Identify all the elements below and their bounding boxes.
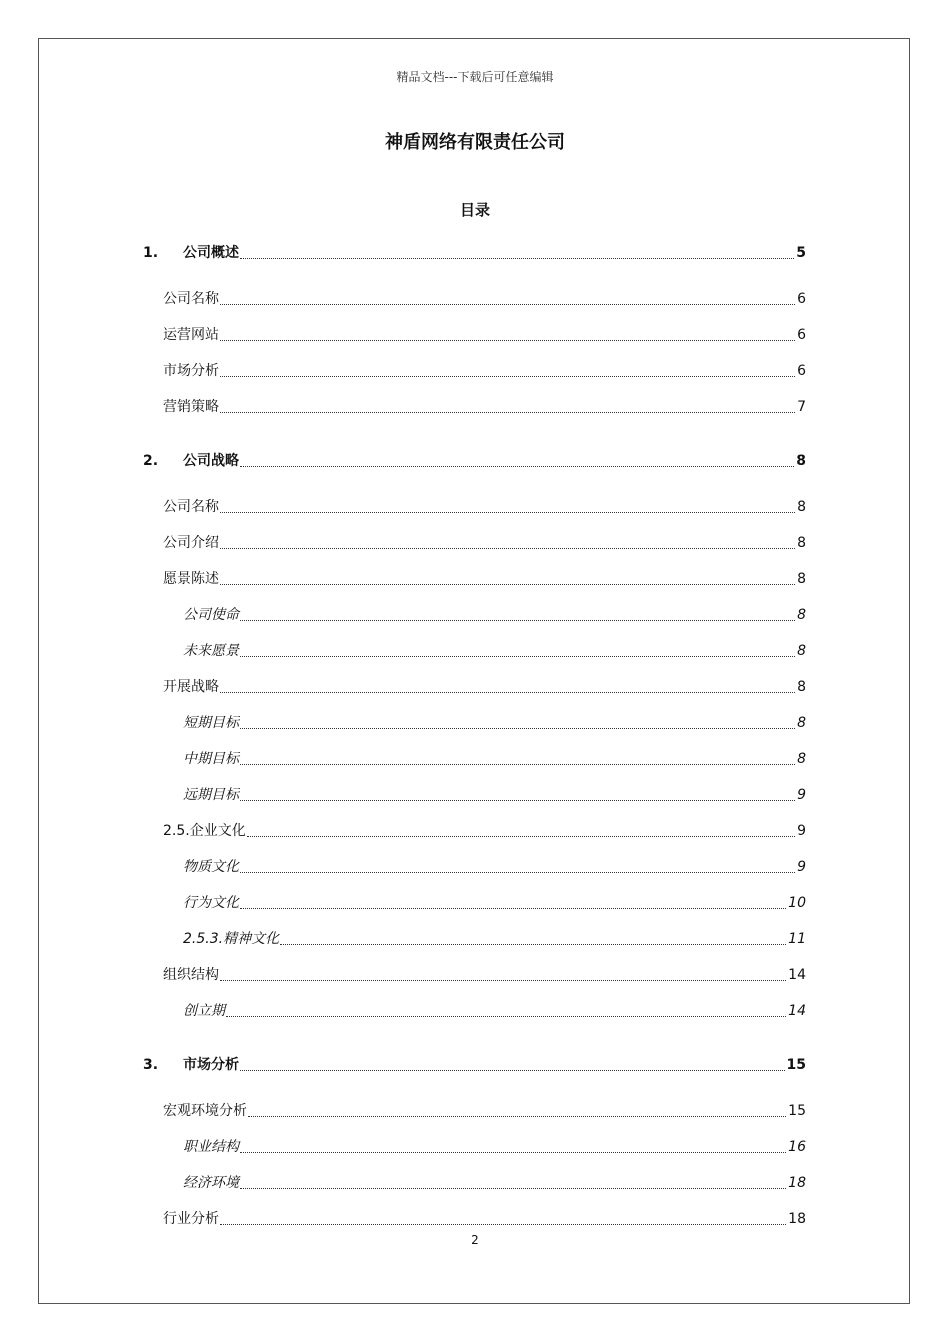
toc-dot-leader bbox=[240, 1187, 786, 1189]
toc-entry[interactable] bbox=[163, 325, 806, 345]
toc-entry[interactable] bbox=[163, 497, 806, 517]
toc-entry-label: 公司介绍 bbox=[163, 535, 219, 551]
toc-entry-number: 1. bbox=[143, 245, 159, 261]
toc-dot-leader bbox=[240, 1151, 786, 1153]
toc-entry-page: 5 bbox=[796, 245, 806, 261]
toc-entry[interactable] bbox=[163, 677, 806, 697]
toc-dot-leader bbox=[220, 583, 795, 585]
toc-dot-leader bbox=[220, 691, 795, 693]
toc-entry[interactable] bbox=[163, 533, 806, 553]
toc-entry-page: 8 bbox=[797, 535, 806, 551]
toc-entry-label: 未来愿景 bbox=[183, 643, 239, 659]
toc-dot-leader bbox=[220, 375, 795, 377]
toc-entry[interactable] bbox=[183, 641, 806, 661]
toc-entry-label: 市场分析 bbox=[163, 363, 219, 379]
toc-entry-label: 组织结构 bbox=[163, 967, 219, 983]
toc-entry-label: 中期目标 bbox=[183, 751, 239, 767]
toc-dot-leader bbox=[240, 907, 786, 909]
toc-entry-label: 宏观环境分析 bbox=[163, 1103, 247, 1119]
toc-entry[interactable] bbox=[163, 361, 806, 381]
toc-entry[interactable] bbox=[143, 1055, 806, 1075]
toc-entry-label: 2.5.3.精神文化 bbox=[183, 931, 280, 947]
document-title: 神盾网络有限责任公司 bbox=[385, 132, 565, 153]
toc-entry-label: 运营网站 bbox=[163, 327, 219, 343]
toc-entry-label: 物质文化 bbox=[183, 859, 239, 875]
toc-entry[interactable] bbox=[183, 713, 806, 733]
toc-entry[interactable] bbox=[163, 821, 806, 841]
toc-entry-label: 市场分析 bbox=[183, 1057, 239, 1073]
toc-entry-page: 9 bbox=[797, 823, 806, 839]
toc-dot-leader bbox=[240, 655, 795, 657]
toc-entry-label: 公司名称 bbox=[163, 291, 219, 307]
toc-entry[interactable] bbox=[143, 451, 806, 471]
toc-entry-page: 8 bbox=[797, 751, 806, 767]
toc-entry-page: 8 bbox=[797, 715, 806, 731]
toc-heading: 目录 bbox=[459, 201, 490, 219]
toc-entry[interactable] bbox=[183, 605, 806, 625]
toc-dot-leader bbox=[240, 257, 794, 259]
toc-entry-page: 14 bbox=[788, 1003, 806, 1019]
header-note: 精品文档---下载后可任意编辑 bbox=[396, 70, 554, 84]
toc-entry[interactable] bbox=[183, 893, 806, 913]
toc-entry[interactable] bbox=[183, 1001, 806, 1021]
toc-entry-page: 8 bbox=[796, 453, 806, 469]
toc-entry-page: 8 bbox=[797, 499, 806, 515]
toc-entry-page: 15 bbox=[786, 1057, 806, 1073]
toc-dot-leader bbox=[247, 835, 795, 837]
toc-entry[interactable] bbox=[183, 1173, 806, 1193]
toc-entry[interactable] bbox=[183, 785, 806, 805]
toc-dot-leader bbox=[280, 943, 786, 945]
toc-entry-page: 6 bbox=[797, 327, 806, 343]
toc-dot-leader bbox=[220, 511, 795, 513]
toc-entry-page: 16 bbox=[788, 1139, 806, 1155]
toc-entry-label: 行业分析 bbox=[163, 1211, 219, 1227]
toc-entry-page: 11 bbox=[788, 931, 806, 947]
toc-entry-page: 6 bbox=[797, 363, 806, 379]
toc-entry-label: 公司名称 bbox=[163, 499, 219, 515]
page-number: 2 bbox=[471, 1233, 479, 1247]
toc-entry-number: 3. bbox=[143, 1057, 159, 1073]
toc-entry-page: 8 bbox=[797, 643, 806, 659]
toc-entry-label: 职业结构 bbox=[183, 1139, 239, 1155]
toc-entry-number: 2. bbox=[143, 453, 159, 469]
toc-entry[interactable] bbox=[183, 929, 806, 949]
toc-entry-label: 公司概述 bbox=[183, 245, 239, 261]
toc-entry[interactable] bbox=[183, 857, 806, 877]
toc-entry-page: 7 bbox=[797, 399, 806, 415]
toc-entry-label: 开展战略 bbox=[163, 679, 219, 695]
toc-dot-leader bbox=[220, 303, 795, 305]
toc-entry[interactable] bbox=[163, 965, 806, 985]
toc-dot-leader bbox=[220, 411, 795, 413]
toc-entry-label: 营销策略 bbox=[163, 399, 219, 415]
toc-dot-leader bbox=[220, 339, 795, 341]
toc-entry-page: 6 bbox=[797, 291, 806, 307]
toc-entry-page: 15 bbox=[788, 1103, 806, 1119]
toc-entry-page: 14 bbox=[788, 967, 806, 983]
toc-entry-page: 9 bbox=[797, 859, 806, 875]
toc-entry-page: 10 bbox=[788, 895, 806, 911]
toc-entry-page: 9 bbox=[797, 787, 806, 803]
toc-dot-leader bbox=[240, 727, 795, 729]
toc-entry[interactable] bbox=[163, 289, 806, 309]
toc-dot-leader bbox=[240, 1069, 785, 1071]
toc-entry-label: 短期目标 bbox=[183, 715, 239, 731]
toc-entry-page: 18 bbox=[788, 1175, 806, 1191]
toc-entry[interactable] bbox=[143, 243, 806, 263]
toc-entry-label: 创立期 bbox=[183, 1003, 225, 1019]
toc-entry-page: 8 bbox=[797, 571, 806, 587]
toc-dot-leader bbox=[240, 799, 795, 801]
toc-dot-leader bbox=[240, 871, 795, 873]
toc-entry[interactable] bbox=[183, 1137, 806, 1157]
toc-entry[interactable] bbox=[163, 1209, 806, 1229]
toc-entry-label: 经济环境 bbox=[183, 1175, 239, 1191]
toc-entry-page: 8 bbox=[797, 607, 806, 623]
toc-dot-leader bbox=[240, 465, 794, 467]
toc-entry-label: 公司战略 bbox=[183, 453, 239, 469]
toc-entry-page: 18 bbox=[788, 1211, 806, 1227]
toc-entry[interactable] bbox=[183, 749, 806, 769]
toc-dot-leader bbox=[248, 1115, 786, 1117]
toc-dot-leader bbox=[240, 619, 795, 621]
toc-entry[interactable] bbox=[163, 397, 806, 417]
toc-entry-label: 行为文化 bbox=[183, 895, 239, 911]
toc-entry-label: 远期目标 bbox=[183, 787, 239, 803]
toc-entry-label: 公司使命 bbox=[183, 607, 239, 623]
toc-dot-leader bbox=[226, 1015, 786, 1017]
toc-entry[interactable] bbox=[163, 569, 806, 589]
toc-dot-leader bbox=[220, 1223, 786, 1225]
toc-entry-label: 愿景陈述 bbox=[163, 571, 219, 587]
toc-dot-leader bbox=[240, 763, 795, 765]
toc-dot-leader bbox=[220, 547, 795, 549]
toc-entry-label: 2.5.企业文化 bbox=[163, 823, 246, 839]
toc-dot-leader bbox=[220, 979, 786, 981]
toc-entry[interactable] bbox=[163, 1101, 806, 1121]
toc-entry-page: 8 bbox=[797, 679, 806, 695]
